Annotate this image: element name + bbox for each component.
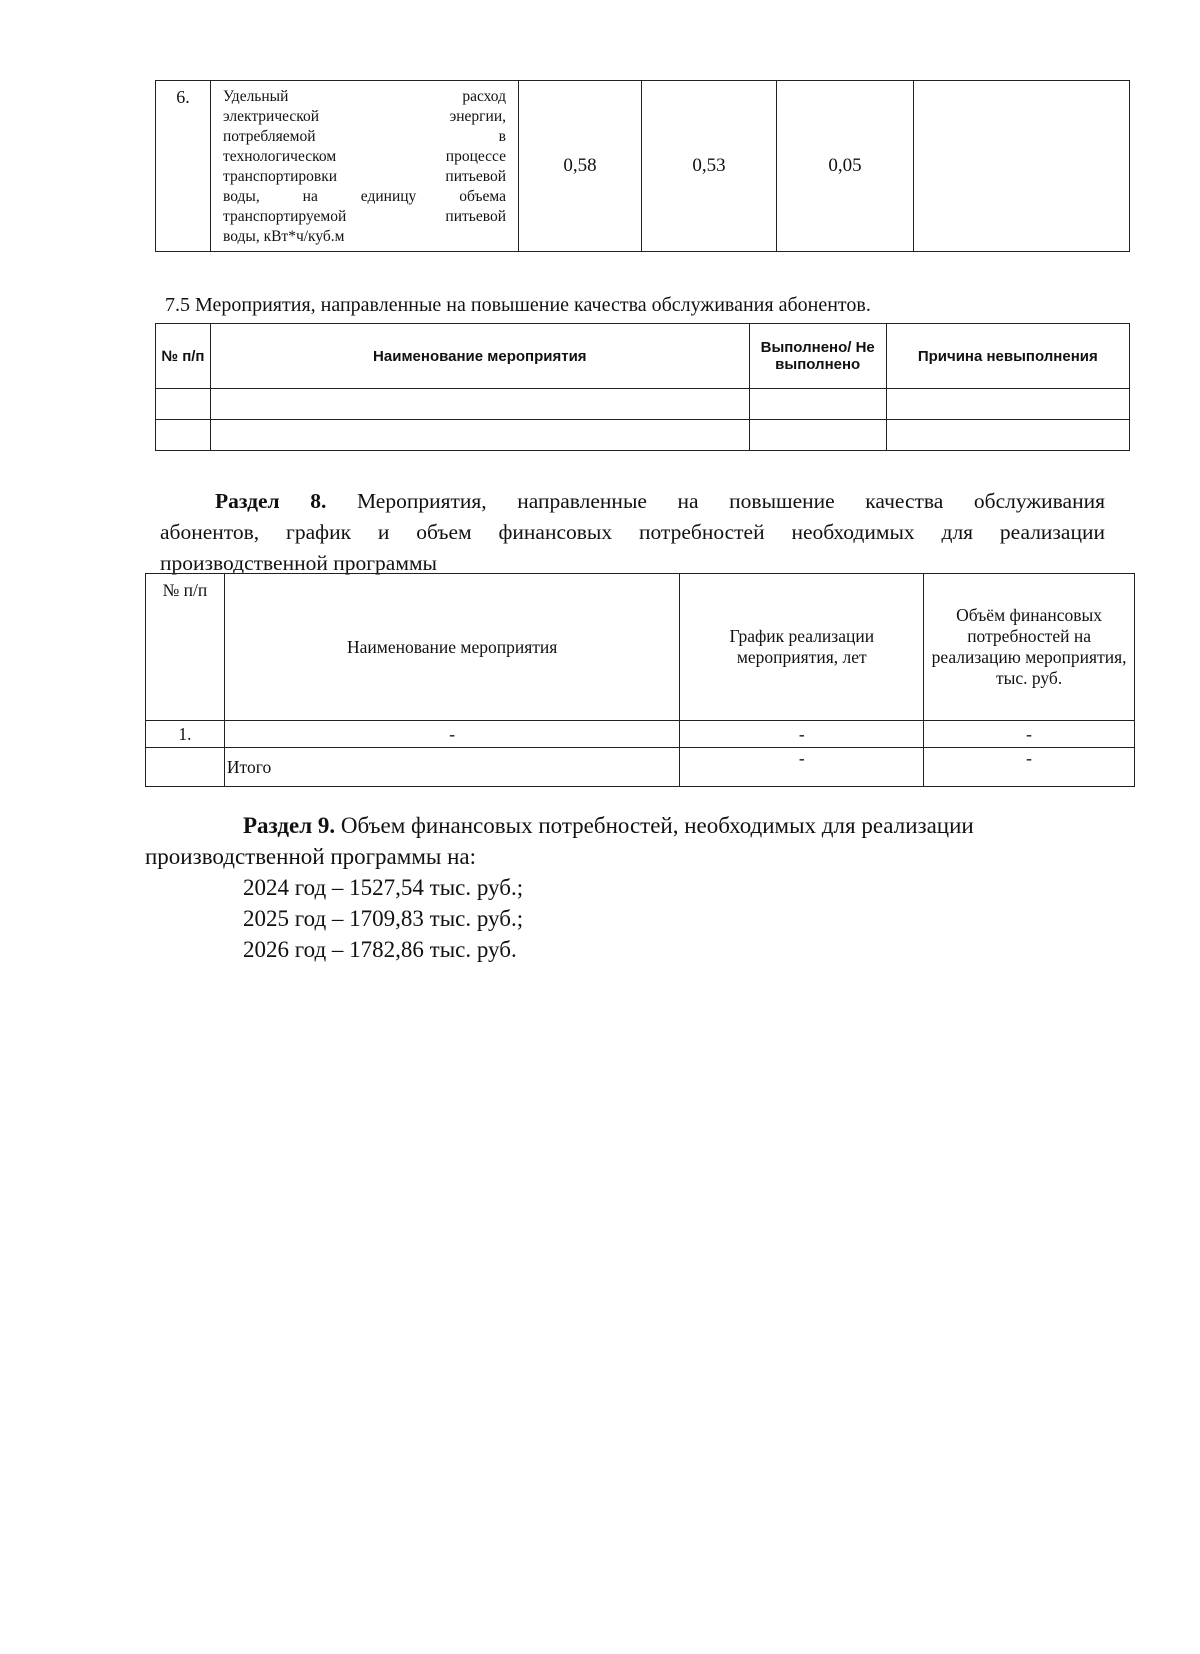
- value-cell: 0,53: [642, 81, 777, 252]
- section-8-heading: [160, 486, 1105, 579]
- table-header-row: [156, 324, 1130, 389]
- measure-name: -: [224, 721, 679, 748]
- column-header: Выполнено/ Не выполнено: [749, 324, 886, 389]
- section-9: [145, 810, 1085, 965]
- measure-schedule: -: [680, 721, 924, 748]
- description-line: электрической энергии,: [223, 108, 506, 125]
- empty-cell: [886, 389, 1129, 420]
- year-amount: 2024 год – 1527,54 тыс. руб.;: [243, 875, 524, 900]
- section-9-line: [145, 810, 1085, 841]
- value-cell: 0,05: [777, 81, 914, 252]
- empty-cell: [210, 389, 749, 420]
- value-cell: 0,58: [519, 81, 642, 252]
- empty-cell: [156, 389, 211, 420]
- indicator-table: [155, 80, 1130, 252]
- section-8-title: Мероприятия, направленные на повышение качества обслуживания: [356, 489, 1105, 513]
- section-8-line: [160, 486, 1105, 517]
- description-line: транспортируемой питьевой: [223, 208, 506, 225]
- empty-cell: [886, 420, 1129, 451]
- measure-amount: -: [924, 721, 1135, 748]
- column-header: Причина невыполнения: [886, 324, 1129, 389]
- total-amount: -: [924, 748, 1135, 787]
- description-line: воды, кВт*ч/куб.м: [223, 228, 345, 245]
- indicator-description: [211, 81, 519, 252]
- year-amount: 2026 год – 1782,86 тыс. руб.: [243, 937, 517, 962]
- column-header: Наименование мероприятия: [210, 324, 749, 389]
- section-7-5-heading: 7.5 Мероприятия, направленные на повышение качества обслуживания абонентов.: [165, 294, 871, 316]
- description-line: транспортировки питьевой: [223, 168, 506, 185]
- table-header-row: [146, 574, 1135, 721]
- column-header: № п/п: [146, 574, 225, 721]
- description-line: воды, на единицу объема: [223, 188, 506, 205]
- column-header: Объём финансовых потребностей на реализацию мероприятия, тыс. руб.: [924, 574, 1135, 721]
- description-line: потребляемой в: [223, 128, 506, 145]
- total-schedule: -: [680, 748, 924, 787]
- year-amount: 2025 год – 1709,83 тыс. руб.;: [243, 906, 524, 931]
- empty-cell: [146, 748, 225, 787]
- row-number: 1.: [146, 721, 225, 748]
- column-header: График реализации мероприятия, лет: [680, 574, 924, 721]
- empty-cell: [749, 420, 886, 451]
- table-row: [156, 389, 1130, 420]
- section-9-label: Раздел 9.: [243, 813, 336, 838]
- row-number: 6.: [156, 81, 211, 252]
- section-7-5-table: [155, 323, 1130, 451]
- section-9-text: Объем финансовых потребностей, необходимых для реализации: [340, 813, 974, 838]
- table-row: [146, 721, 1135, 748]
- empty-cell: [210, 420, 749, 451]
- total-row: [146, 748, 1135, 787]
- section-8-table: [145, 573, 1135, 787]
- section-8-label: Раздел 8.: [215, 489, 327, 513]
- empty-cell: [156, 420, 211, 451]
- description-line: технологическом процессе: [223, 148, 506, 165]
- column-header: Наименование мероприятия: [224, 574, 679, 721]
- column-header: № п/п: [156, 324, 211, 389]
- total-label: Итого: [224, 748, 679, 787]
- table-row: [156, 81, 1130, 252]
- section-9-line: производственной программы на:: [145, 844, 476, 869]
- value-cell: [914, 81, 1130, 252]
- table-row: [156, 420, 1130, 451]
- description-line: Удельный расход: [223, 88, 506, 105]
- empty-cell: [749, 389, 886, 420]
- section-8-line: производственной программы: [160, 551, 438, 575]
- section-8-line: абонентов, график и объем финансовых потребностей необходимых для реализации: [160, 520, 1105, 544]
